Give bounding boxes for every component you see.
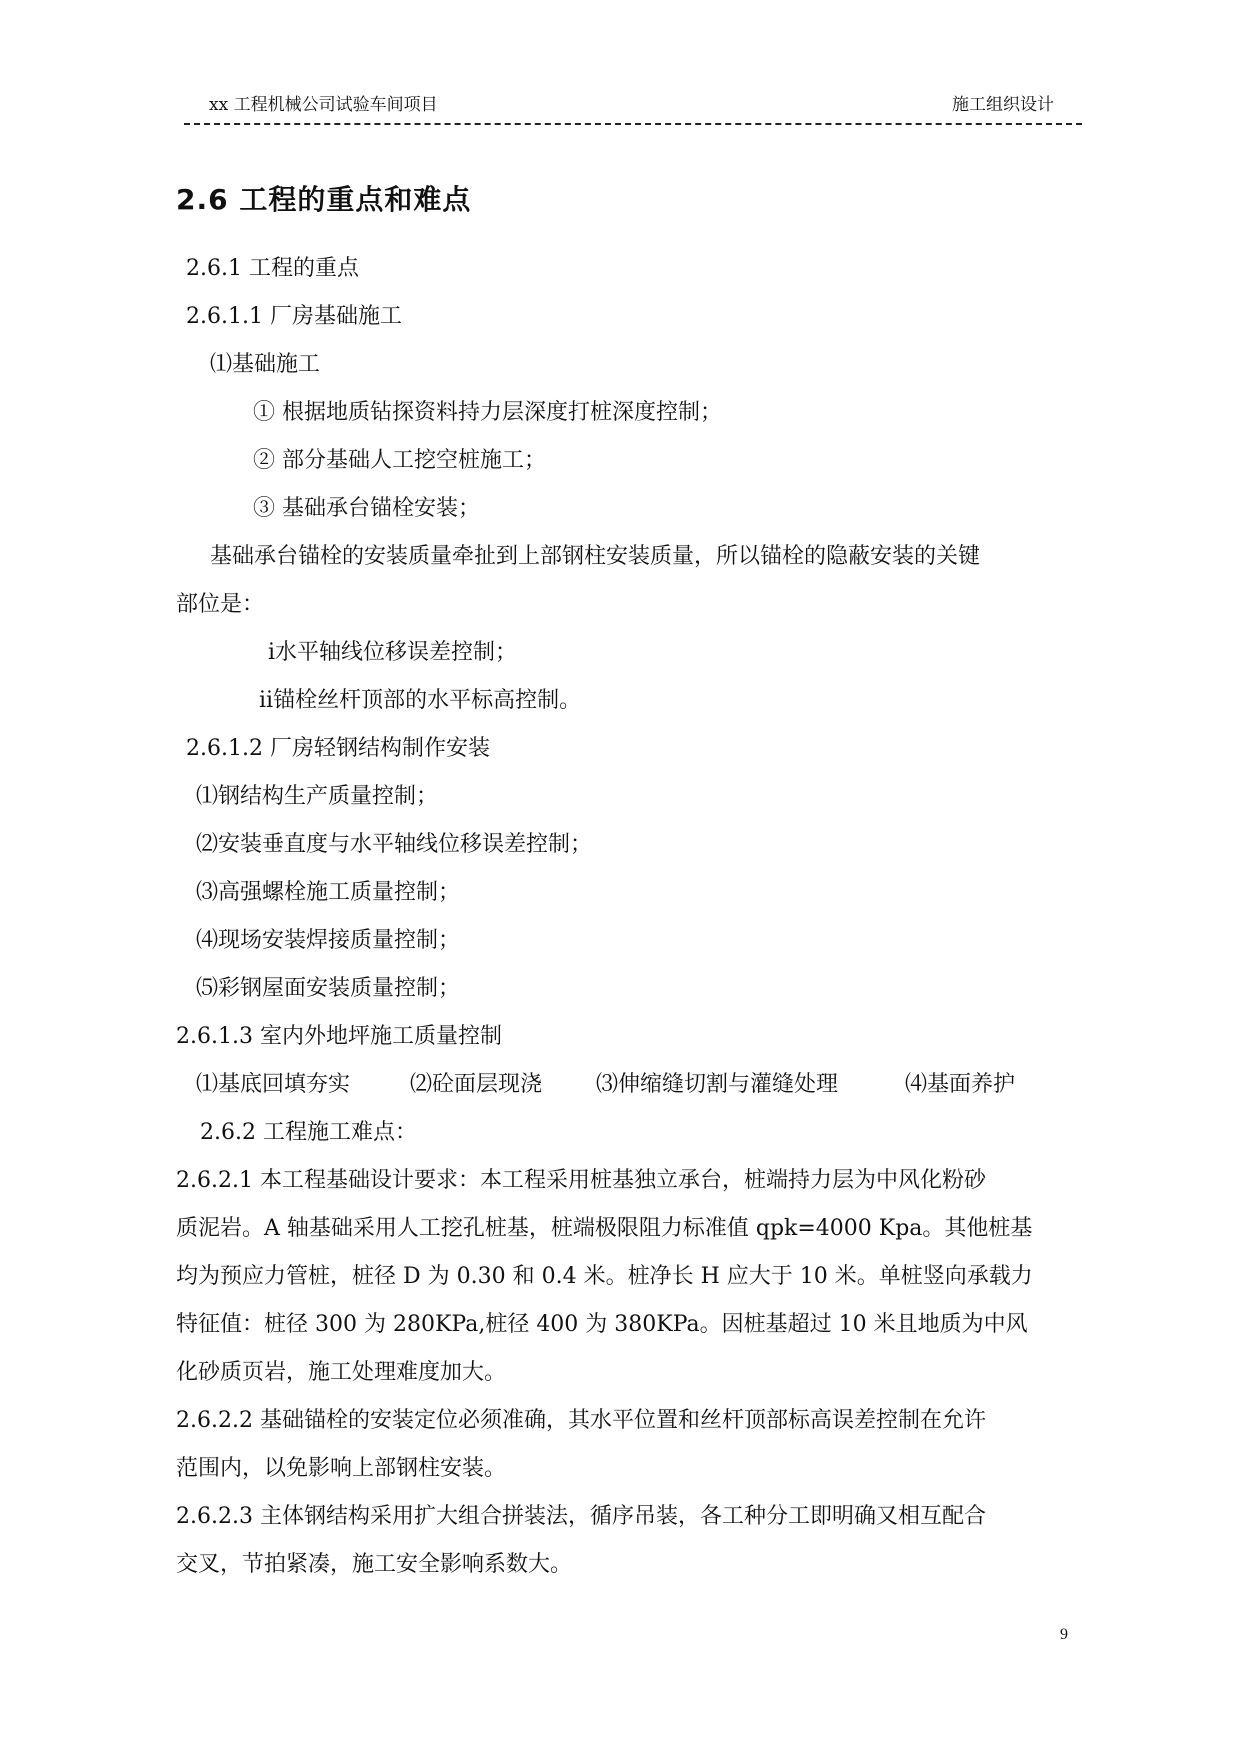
paragraph-line: 质泥岩。A 轴基础采用人工挖孔桩基，桩端极限阻力标准值 qpk=4000 Kpa。其他桩基 (176, 1216, 1033, 1241)
list-item: ⅱ锚栓丝杆顶部的水平标高控制。 (259, 688, 582, 713)
paragraph-line: 特征值：桩径 300 为 280KPa,桩径 400 为 380KPa。因桩基超过 10 米且地质为中风 (176, 1312, 1028, 1337)
subsection-2-6-1-1: 2.6.1.1 厂房基础施工 (186, 304, 402, 329)
subsection-2-6-2: 2.6.2 工程施工难点： (200, 1120, 417, 1145)
list-item: ③ 基础承台锚栓安装； (253, 496, 480, 521)
list-item: ⑷基面养护 (905, 1072, 1016, 1097)
paragraph-line: 2.6.2.3 主体钢结构采用扩大组合拼装法，循序吊装，各工种分工即明确又相互配合 (176, 1504, 986, 1529)
section-title: 2.6 工程的重点和难点 (176, 183, 472, 216)
list-item: ⑵安装垂直度与水平轴线位移误差控制； (196, 832, 593, 857)
list-item: ⑵砼面层现浇 (410, 1072, 543, 1097)
paragraph-line: 部位是： (176, 592, 265, 617)
paragraph-line: 化砂质页岩，施工处理难度加大。 (176, 1360, 507, 1385)
list-item: ⑶高强螺栓施工质量控制； (196, 880, 461, 905)
list-item: ⑶伸缩缝切割与灌缝处理 (596, 1072, 839, 1097)
header-document-type: 施工组织设计 (952, 95, 1054, 115)
subsection-2-6-1-3: 2.6.1.3 室内外地坪施工质量控制 (176, 1024, 502, 1049)
list-item: ⑴基底回填夯实 (196, 1072, 351, 1097)
list-item: ② 部分基础人工挖空桩施工； (253, 448, 546, 473)
page-number: 9 (1060, 1626, 1068, 1643)
header-project-name: xx 工程机械公司试验车间项目 (209, 95, 438, 115)
paragraph-line: 基础承台锚栓的安装质量牵扯到上部钢柱安装质量，所以锚栓的隐蔽安装的关键 (210, 544, 981, 569)
list-item: ⑴基础施工 (210, 352, 321, 377)
list-item: ⑴钢结构生产质量控制； (196, 784, 439, 809)
paragraph-line: 2.6.2.1 本工程基础设计要求：本工程采用桩基独立承台，桩端持力层为中风化粉砂 (176, 1168, 986, 1193)
paragraph-line: 交叉，节拍紧凑，施工安全影响系数大。 (176, 1552, 573, 1577)
list-item: ⑸彩钢屋面安装质量控制； (196, 976, 461, 1001)
header-divider (184, 123, 1082, 125)
list-item: ⑷现场安装焊接质量控制； (196, 928, 461, 953)
paragraph-line: 均为预应力管桩，桩径 D 为 0.30 和 0.4 米。桩净长 H 应大于 10 米。单桩竖向承载力 (176, 1264, 1033, 1289)
paragraph-line: 范围内，以免影响上部钢柱安装。 (176, 1456, 507, 1481)
paragraph-line: 2.6.2.2 基础锚栓的安装定位必须准确，其水平位置和丝杆顶部标高误差控制在允许 (176, 1408, 986, 1433)
subsection-2-6-1: 2.6.1 工程的重点 (186, 256, 359, 281)
list-item: ⅰ水平轴线位移误差控制； (268, 640, 518, 665)
subsection-2-6-1-2: 2.6.1.2 厂房轻钢结构制作安装 (186, 736, 490, 761)
list-item: ① 根据地质钻探资料持力层深度打桩深度控制； (253, 400, 722, 425)
